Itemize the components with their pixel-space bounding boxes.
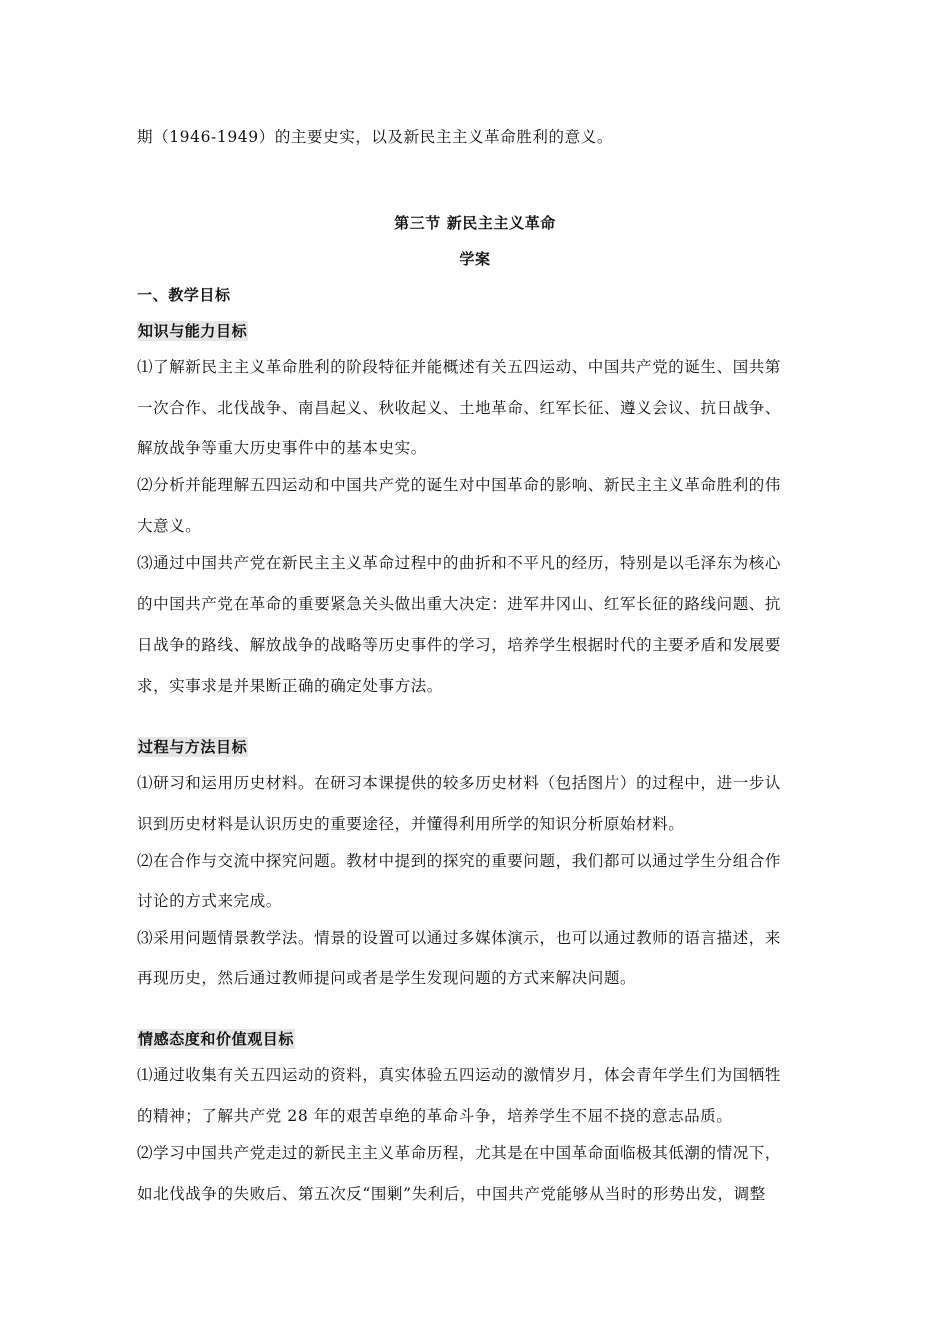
section-title: 第三节 新民主主义革命 (394, 214, 556, 232)
paragraph-line: ⑵在合作与交流中探究问题。教材中提到的探究的重要问题，我们都可以通过学生分组合作 (137, 852, 782, 870)
paragraph-line: 再现历史，然后通过教师提问或者是学生发现问题的方式来解决问题。 (137, 969, 637, 987)
paragraph-line: 解放战争等重大历史事件中的基本史实。 (137, 439, 427, 457)
heading-emotion-label: 情感态度和价值观目标 (138, 1030, 295, 1048)
paragraph-line: 讨论的方式来完成。 (137, 892, 282, 910)
paragraph-line: ⑶采用问题情景教学法。情景的设置可以通过多媒体演示，也可以通过教师的语言描述，来 (137, 929, 782, 947)
paragraph-line: 求，实事求是并果断正确的确定处事方法。 (137, 677, 443, 695)
paragraph-line: 一次合作、北伐战争、南昌起义、秋收起义、土地革命、红军长征、遵义会议、抗日战争、 (137, 399, 782, 417)
paragraph-line: 如北伐战争的失败后、第五次反“围剿”失利后，中国共产党能够从当时的形势出发，调整 (137, 1185, 766, 1203)
heading-teaching-goals: 一、教学目标 (137, 286, 231, 304)
paragraph-line: ⑴了解新民主主义革命胜利的阶段特征并能概述有关五四运动、中国共产党的诞生、国共第 (137, 358, 782, 376)
subtitle: 学案 (459, 250, 491, 268)
paragraph-line: 的精神；了解共产党 28 年的艰苦卓绝的革命斗争，培养学生不屈不挠的意志品质。 (137, 1107, 733, 1125)
paragraph-line: ⑴通过收集有关五四运动的资料，真实体验五四运动的激情岁月，体会青年学生们为国牺牲 (137, 1066, 782, 1084)
heading-process-label: 过程与方法目标 (138, 738, 248, 756)
heading-knowledge (137, 321, 817, 341)
paragraph-line: 识到历史材料是认识历史的重要途径，并懂得利用所学的知识分析原始材料。 (137, 815, 685, 833)
paragraph-line: ⑶通过中国共产党在新民主主义革命过程中的曲折和不平凡的经历，特别是以毛泽东为核心 (137, 554, 782, 572)
paragraph-line: ⑵分析并能理解五四运动和中国共产党的诞生对中国革命的影响、新民主主义革命胜利的伟 (137, 476, 782, 494)
paragraph-line: ⑴研习和运用历史材料。在研习本课提供的较多历史材料（包括图片）的过程中，进一步认 (137, 774, 782, 792)
paragraph-line: 的中国共产党在革命的重要紧急关头做出重大决定：进军井冈山、红军长征的路线问题、抗 (137, 595, 782, 613)
heading-emotion (137, 1029, 817, 1049)
top-fragment-text: 期（1946-1949）的主要史实，以及新民主主义革命胜利的意义。 (137, 128, 613, 146)
paragraph-line: ⑵学习中国共产党走过的新民主主义革命历程，尤其是在中国革命面临极其低潮的情况下， (137, 1144, 782, 1162)
heading-knowledge-label: 知识与能力目标 (138, 322, 248, 340)
paragraph-line: 大意义。 (137, 517, 202, 535)
heading-process (137, 737, 817, 757)
paragraph-line: 日战争的路线、解放战争的战略等历史事件的学习，培养学生根据时代的主要矛盾和发展要 (137, 636, 782, 654)
